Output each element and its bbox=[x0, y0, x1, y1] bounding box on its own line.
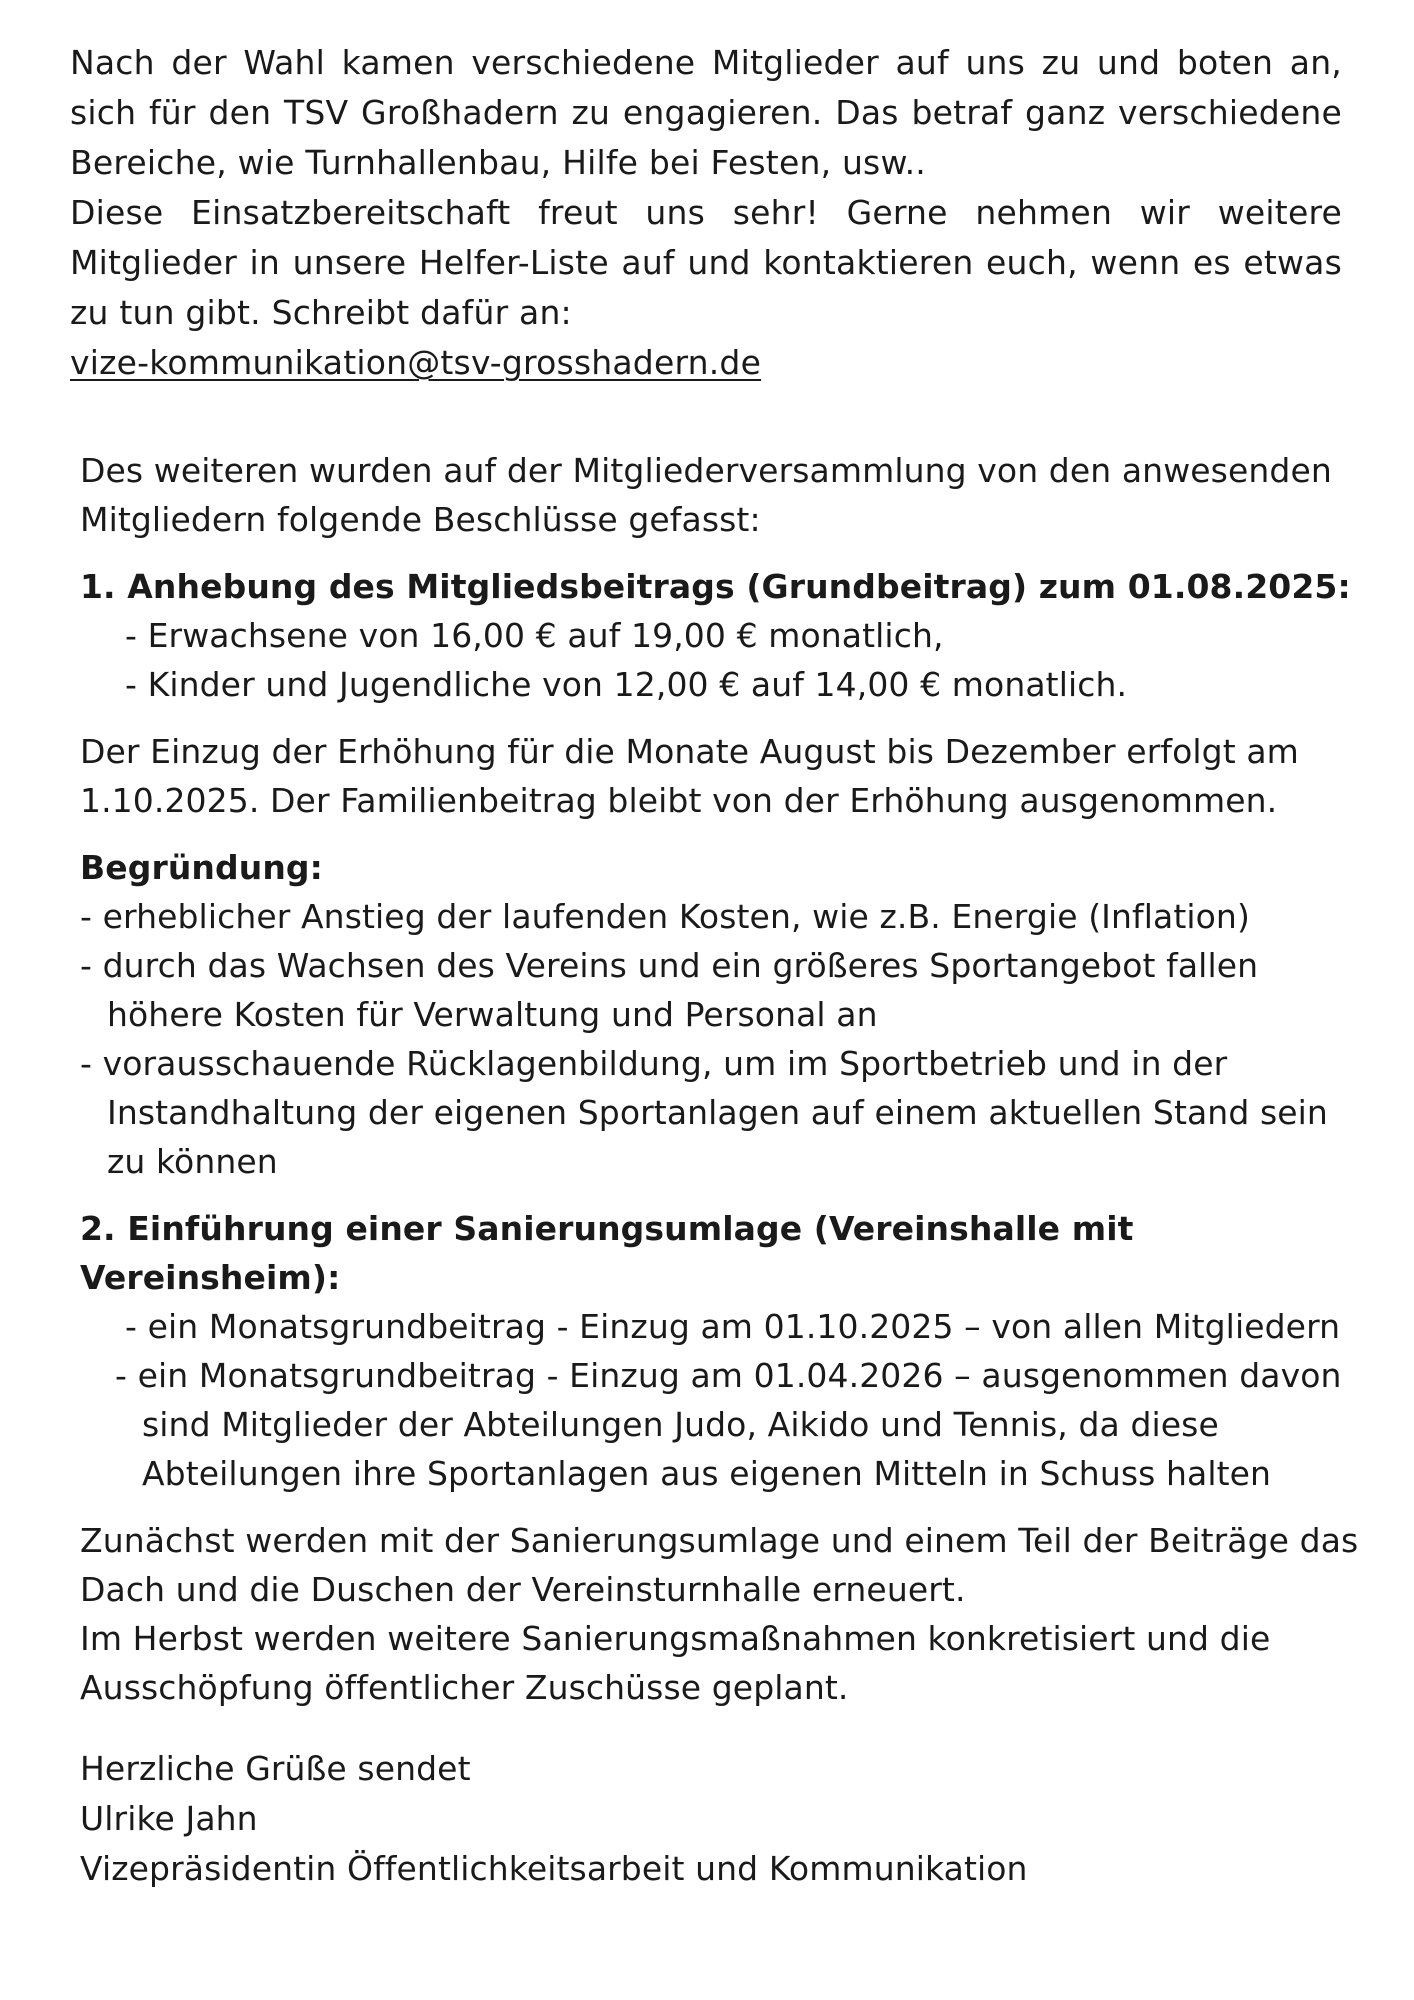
intro-section bbox=[70, 38, 1342, 388]
reasons-heading: Begründung: bbox=[80, 848, 323, 887]
intro-paragraph-volunteers: Nach der Wahl kamen verschiedene Mitglieder auf uns zu und boten an, sich für den TSV Großhadern zu engagieren. Das betraf ganz verschiedene Bereiche, wie Turnhallenbau, Hilfe bei Festen, usw.. bbox=[70, 43, 1342, 182]
signer-name: Ulrike Jahn bbox=[80, 1799, 258, 1838]
decision-2-second: - ein Monatsgrundbeitrag - Einzug am 01.04.2026 – ausgenommen davon sind Mitglieder der Abteilungen Judo, Aikido und Tennis, da diese Abteilungen ihre Sportanlagen aus eigenen Mitteln in Schuss halten bbox=[115, 1356, 1342, 1493]
outlook-renovation: Zunächst werden mit der Sanierungsumlage und einem Teil der Beiträge das Dach und die Duschen der Vereinsturnhalle erneuert. bbox=[80, 1521, 1359, 1609]
reason-item: - erheblicher Anstieg der laufenden Kosten, wie z.B. Energie (Inflation) bbox=[80, 897, 1250, 936]
decision-1-collection: Der Einzug der Erhöhung für die Monate August bis Dezember erfolgt am 1.10.2025. Der Familienbeitrag bleibt von der Erhöhung ausgenommen. bbox=[80, 732, 1299, 820]
decision-2-heading: 2. Einführung einer Sanierungsumlage (Vereinshalle mit Vereinsheim): bbox=[80, 1209, 1134, 1297]
intro-paragraph-helper-list: Diese Einsatzbereitschaft freut uns sehr! Gerne nehmen wir weitere Mitglieder in unsere Helfer-Liste auf und kontaktieren euch, wenn es etwas zu tun gibt. Schreibt dafür an: bbox=[70, 193, 1342, 332]
decision-1-adults: - Erwachsene von 16,00 € auf 19,00 € monatlich, bbox=[125, 616, 944, 655]
decisions-section bbox=[80, 446, 1360, 1894]
contact-email-link[interactable]: vize-kommunikation@tsv-grosshadern.de bbox=[70, 343, 762, 382]
closing-greeting: Herzliche Grüße sendet bbox=[80, 1749, 471, 1788]
reason-item: - vorausschauende Rücklagenbildung, um im Sportbetrieb und in der Instandhaltung der eigenen Sportanlagen auf einem aktuellen Stand sein zu können bbox=[80, 1044, 1328, 1181]
decisions-intro: Des weiteren wurden auf der Mitgliederversammlung von den anwesenden Mitgliedern folgende Beschlüsse gefasst: bbox=[80, 451, 1332, 539]
closing-block bbox=[80, 1744, 1360, 1894]
reason-item: - durch das Wachsen des Vereins und ein größeres Sportangebot fallen höhere Kosten für Verwaltung und Personal an bbox=[80, 946, 1259, 1034]
decision-2-first: - ein Monatsgrundbeitrag - Einzug am 01.10.2025 – von allen Mitgliedern bbox=[125, 1307, 1341, 1346]
decision-1-heading: 1. Anhebung des Mitgliedsbeitrags (Grundbeitrag) zum 01.08.2025: bbox=[80, 567, 1351, 606]
outlook-autumn: Im Herbst werden weitere Sanierungsmaßnahmen konkretisiert und die Ausschöpfung öffentlicher Zuschüsse geplant. bbox=[80, 1619, 1271, 1707]
decision-1-children: - Kinder und Jugendliche von 12,00 € auf 14,00 € monatlich. bbox=[125, 665, 1128, 704]
signer-role: Vizepräsidentin Öffentlichkeitsarbeit und Kommunikation bbox=[80, 1849, 1028, 1888]
